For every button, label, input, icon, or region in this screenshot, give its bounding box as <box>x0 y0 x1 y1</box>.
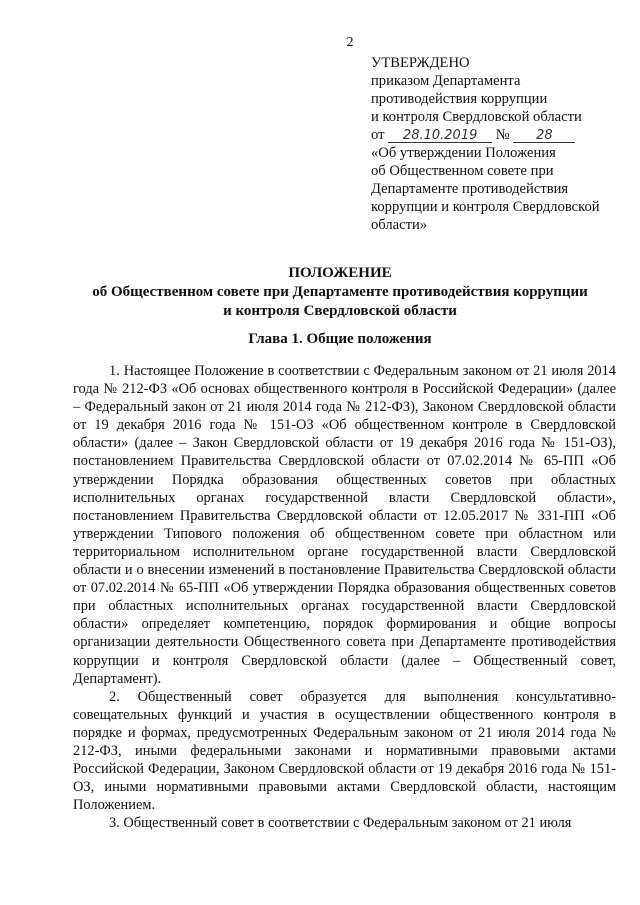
document-title-line: и контроля Свердловской области <box>223 303 457 319</box>
approval-line: и контроля Свердловской области <box>371 109 582 125</box>
paragraph-1: 1. Настоящее Положение в соответствии с Федеральным законом от 21 июля 2014 года № 212-ФЗ «Об основах общественного контроля в Российской Федерации» (далее – Федеральный закон от 21 июля 2014 года № 212-ФЗ), Законом Свердловской области от 19 декабря 2016 года № 151-ОЗ «Об общественном контроле в Свердловской области» (далее – Закон Свердловской области от 19 декабря 2016 года № 151-ОЗ), постановлением Правительства Свердловской области от 07.02.2014 № 65-ПП «Об утверждении Порядка образования общественных советов при областных исполнительных органах государственной власти Свердловской области», постановлением Правительства Свердловской области от 12.05.2017 № 331-ПП «Об утверждении Типового положения об общественном совете при областном или территориальном исполнительном органе государственной власти Свердловской области и о внесении изменений в постановление Правительства Свердловской области от 07.02.2014 № 65-ПП «Об утверждении Порядка образования общественных советов при областных исполнительных органах государственной власти Свердловской области» определяет компетенцию, порядок формирования и общие вопросы организации деятельности Общественного совета при Департаменте противодействия коррупции и контроля Свердловской области (далее – Общественный совет, Департамент). <box>73 363 616 687</box>
document-title-main: ПОЛОЖЕНИЕ <box>288 265 392 281</box>
approval-subject-line: «Об утверждении Положения <box>371 145 556 161</box>
approval-line: приказом Департамента <box>371 73 521 89</box>
page-number: 2 <box>346 35 354 50</box>
approval-subject-line: области» <box>371 217 428 233</box>
handwritten-number: 28 <box>513 129 575 143</box>
approval-heading: УТВЕРЖДЕНО <box>371 55 470 71</box>
approval-subject-line: Департаменте противодействия <box>371 181 569 197</box>
paragraph-2: 2. Общественный совет образуется для выполнения консультативно-совещательных функций и участия в осуществлении общественного контроля в порядке и формах, предусмотренных Федеральным законом от 21 июля 2014 года № 212-ФЗ, иными федеральными законами и нормативными правовыми актами Российской Федерации, Законом Свердловской области от 19 декабря 2016 года № 151-ОЗ, иными нормативными правовыми актами Свердловской области, настоящим Положением. <box>73 688 616 814</box>
document-title-line: об Общественном совете при Департаменте противодействия коррупции <box>92 284 588 300</box>
approval-subject-line: об Общественном совете при <box>371 163 554 179</box>
number-label: № <box>495 127 510 143</box>
document-title <box>60 264 620 321</box>
chapter-heading: Глава 1. Общие положения <box>248 331 432 347</box>
handwritten-date: 28.10.2019 <box>388 129 492 143</box>
paragraph-3: 3. Общественный совет в соответствии с Федеральным законом от 21 июля <box>109 815 572 832</box>
document-body <box>73 362 616 832</box>
approval-line: противодействия коррупции <box>371 91 548 107</box>
from-label: от <box>371 127 385 143</box>
approval-stamp-block <box>371 54 621 234</box>
approval-date-number-line <box>371 126 621 144</box>
approval-subject-line: коррупции и контроля Свердловской <box>371 199 600 215</box>
